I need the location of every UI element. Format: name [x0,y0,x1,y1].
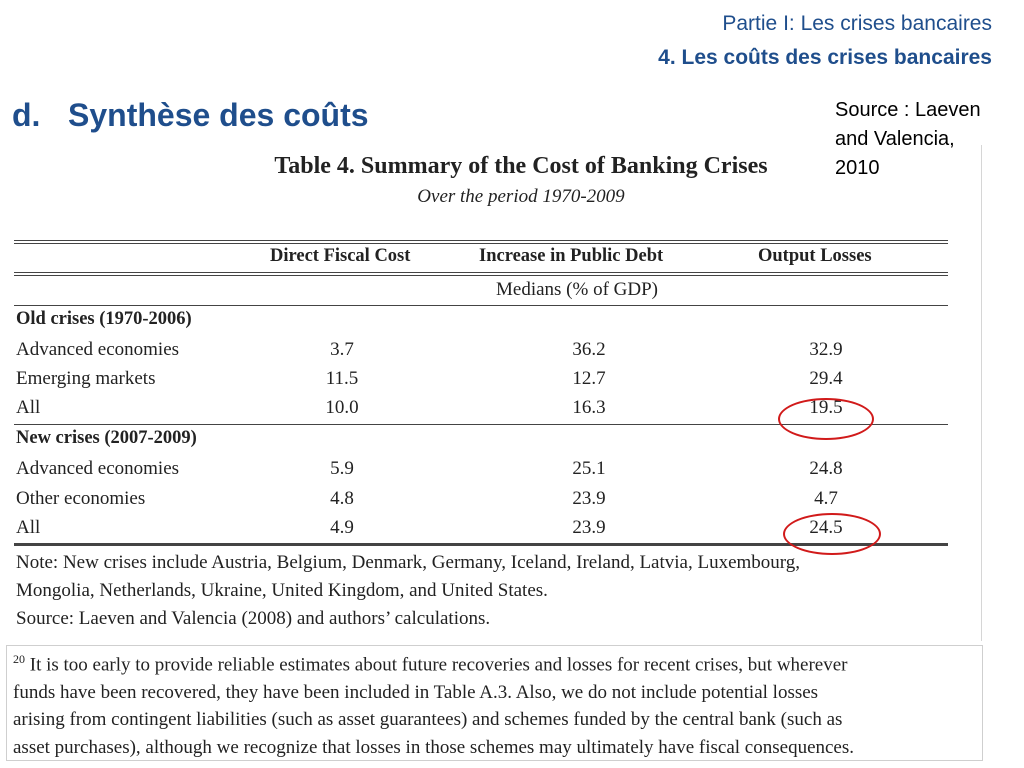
source-note-line: Source : Laeven [835,99,981,121]
table-cell: 10.0 [325,397,359,418]
column-header: Output Losses [758,246,872,266]
footnote-number: 20 [13,652,25,666]
table-cell: 5.9 [330,458,354,479]
section-marker: d. [12,97,41,133]
section-title-text: Synthèse des coûts [68,97,369,133]
section-title [12,97,369,134]
table-cell: 4.7 [814,488,838,509]
footnote-text: It is too early to provide reliable estimates about future recoveries and losses for recent crises, but wherever [25,654,848,676]
column-header: Increase in Public Debt [479,246,664,266]
table-cell: 24.5 [809,517,843,538]
table-cell: 4.9 [330,517,354,538]
group-heading: Old crises (1970-2006) [16,309,192,329]
table-cell: 36.2 [572,339,606,360]
footnote-line [7,646,982,679]
header-part: Partie I: Les crises bancaires [722,12,992,35]
highlight-circle-new-all [783,513,881,555]
table-cell: 24.8 [809,458,843,479]
row-label: All [16,397,41,418]
table-cell: 12.7 [572,368,606,389]
table-note: Source: Laeven and Valencia (2008) and authors’ calculations. [16,608,491,629]
table-note: Mongolia, Netherlands, Ukraine, United Kingdom, and United States. [16,580,548,601]
table-cell: 4.8 [330,488,354,509]
table-note: Note: New crises include Austria, Belgium, Denmark, Germany, Iceland, Ireland, Latvia, Luxembourg, [16,552,801,573]
row-label: Other economies [16,488,146,509]
source-note-line: 2010 [835,157,880,179]
table-cell: 23.9 [572,517,606,538]
group-heading: New crises (2007-2009) [16,428,197,448]
cost-table-image [6,145,982,641]
table-top-rule-double [14,243,948,244]
header-chapter: 4. Les coûts des crises bancaires [658,46,992,69]
units-label: Medians (% of GDP) [496,279,659,300]
row-label: All [16,517,41,538]
footnote-line: arising from contingent liabilities (such as asset guarantees) and schemes funded by the central bank (such as [13,709,843,731]
footnote-box [6,645,983,761]
table-cell: 16.3 [572,397,606,418]
table-title: Table 4. Summary of the Cost of Banking Crises [274,153,768,179]
source-note-line: and Valencia, [835,128,955,150]
table-cell: 32.9 [809,339,843,360]
table-cell: 29.4 [809,368,843,389]
table-cell: 19.5 [809,397,843,418]
table-subtitle: Over the period 1970-2009 [417,186,625,207]
footnote-line: asset purchases), although we recognize that losses in those schemes may ultimately have fiscal consequences. [13,736,855,758]
header-rule-double [14,275,948,276]
table-cell: 23.9 [572,488,606,509]
highlight-circle-old-all [778,398,874,440]
row-label: Advanced economies [16,339,180,360]
row-label: Advanced economies [16,458,180,479]
header-rule [14,272,948,273]
units-rule [14,305,948,306]
footnote-line: funds have been recovered, they have been included in Table A.3. Also, we do not include potential losses [13,681,819,703]
table-cell: 25.1 [572,458,606,479]
table-cell: 11.5 [325,368,359,389]
table-top-rule [14,240,948,241]
row-label: Emerging markets [16,368,156,389]
table-cell: 3.7 [330,339,354,360]
column-header: Direct Fiscal Cost [270,246,411,266]
